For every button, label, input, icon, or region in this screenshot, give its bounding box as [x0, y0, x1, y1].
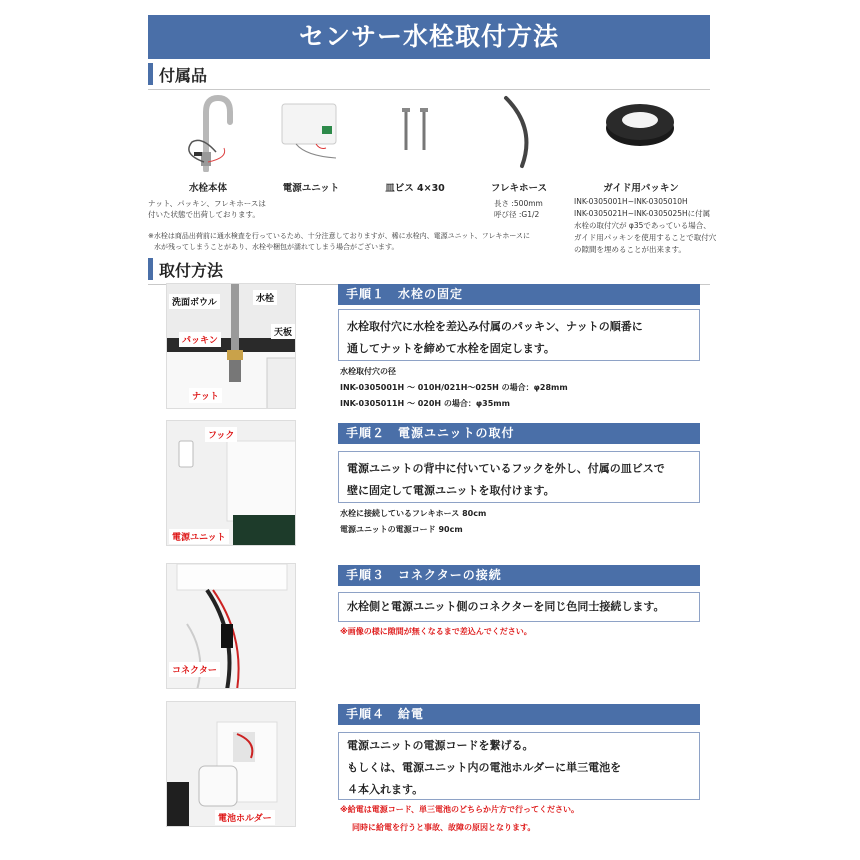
accessory-label-faucet: 水栓本体 — [188, 183, 227, 194]
step1-instructions — [338, 309, 700, 361]
faucet-note-2: 付いた状態で出荷しております。 — [148, 210, 260, 219]
step4-warning-2: 同時に給電を行うと事故、故障の原因となります。 — [352, 823, 536, 832]
step1-tag-bowl: 洗面ボウル — [169, 294, 220, 309]
packing-spec-1: INK-0305001H~INK-0305010H — [574, 197, 688, 206]
step4-line2: もしくは、電源ユニット内の電池ホルダーに単三電池を — [347, 761, 622, 774]
accessory-label-screws: 皿ビス 4×30 — [385, 183, 445, 194]
step2-note-2: 電源ユニットの電源コード 90cm — [340, 525, 463, 534]
step1-tag-nut: ナット — [189, 388, 222, 403]
step1-note-3: INK-0305011H 〜 020H の場合：φ35mm — [340, 399, 510, 408]
hose-spec-length: 長さ :500mm — [494, 199, 543, 208]
flex-hose-image — [500, 94, 540, 170]
step4-tag-battery-holder: 電池ホルダー — [215, 810, 275, 825]
step1-line1: 水栓取付穴に水栓を差込み付属のパッキン、ナットの順番に — [347, 320, 643, 333]
step2-tag-power-unit: 電源ユニット — [169, 529, 229, 544]
step1-tag-packing: パッキン — [179, 332, 221, 347]
step4-line3: ４本入れます。 — [347, 783, 424, 796]
packing-spec-2: INK-0305021H~INK-0305025Hに付属 — [574, 209, 711, 218]
section-install-title: 取付方法 — [159, 260, 224, 280]
disclaimer-1: ※水栓は商品出荷前に通水検査を行っているため、十分注意しておりますが、稀に水栓内、電源ユニット、フレキホースに — [148, 232, 531, 240]
packing-spec-5: の隙間を埋めることが出来ます。 — [574, 245, 686, 254]
step3-warning: ※画像の様に隙間が無くなるまで差込んでください。 — [340, 627, 532, 636]
section-accessories-header — [148, 61, 207, 87]
section-install-header — [148, 256, 223, 282]
step1-heading: 手順１ 水栓の固定 — [338, 284, 700, 305]
step2-tag-hook: フック — [205, 427, 237, 442]
step2-line2: 壁に固定して電源ユニットを取付けます。 — [347, 484, 555, 497]
step1-line2: 通してナットを締めて水栓を固定します。 — [347, 342, 555, 355]
step2-instructions — [338, 451, 700, 503]
packing-spec-3: 水栓の取付穴が φ35であっている場合、 — [574, 221, 711, 230]
screws-image — [390, 104, 440, 154]
step4-warning-1: ※給電は電源コード、単三電池のどちらか片方で行ってください。 — [340, 805, 580, 814]
accessory-label-flex-hose: フレキホース — [490, 183, 548, 194]
step4-instructions — [338, 732, 700, 800]
step4-heading: 手順４ 給電 — [338, 704, 700, 725]
step3-line1: 水栓側と電源ユニット側のコネクターを同じ色同士接続します。 — [347, 600, 665, 613]
section-accessories-title: 付属品 — [159, 65, 208, 85]
step2-heading: 手順２ 電源ユニットの取付 — [338, 423, 700, 444]
step1-tag-counter: 天板 — [271, 324, 295, 339]
step2-line1: 電源ユニットの背中に付いているフックを外し、付属の皿ビスで — [347, 462, 665, 475]
step2-note-1: 水栓に接続しているフレキホース 80cm — [340, 509, 487, 518]
step1-note-1: 水栓取付穴の径 — [340, 367, 396, 376]
step3-instructions — [338, 592, 700, 622]
faucet-note-1: ナット、パッキン、フレキホースは — [148, 199, 266, 208]
step4-line1: 電源ユニットの電源コードを繋げる。 — [347, 739, 534, 752]
step4-photo — [166, 701, 296, 827]
step2-photo — [166, 420, 296, 546]
disclaimer-2: 水が残ってしまうことがあり、水栓や梱包が濡れてしまう場合がございます。 — [154, 243, 399, 251]
page-title: センサー水栓取付方法 — [148, 15, 710, 59]
power-unit-image — [276, 100, 346, 162]
packing-spec-4: ガイド用パッキンを使用することで取付穴 — [574, 233, 717, 242]
accessory-label-power-unit: 電源ユニット — [282, 183, 340, 194]
step1-tag-faucet: 水栓 — [253, 290, 277, 305]
guide-packing-image — [600, 90, 680, 150]
accessory-label-guide-packing: ガイド用パッキン — [603, 183, 679, 194]
step3-heading: 手順３ コネクターの接続 — [338, 565, 700, 586]
step1-note-2: INK-0305001H 〜 010H/021H〜025H の場合：φ28mm — [340, 383, 568, 392]
hose-spec-size: 呼び径 :G1/2 — [494, 210, 540, 219]
faucet-body-image — [172, 92, 242, 172]
step3-tag-connector: コネクター — [169, 662, 220, 677]
step3-photo — [166, 563, 296, 689]
step1-photo — [166, 283, 296, 409]
